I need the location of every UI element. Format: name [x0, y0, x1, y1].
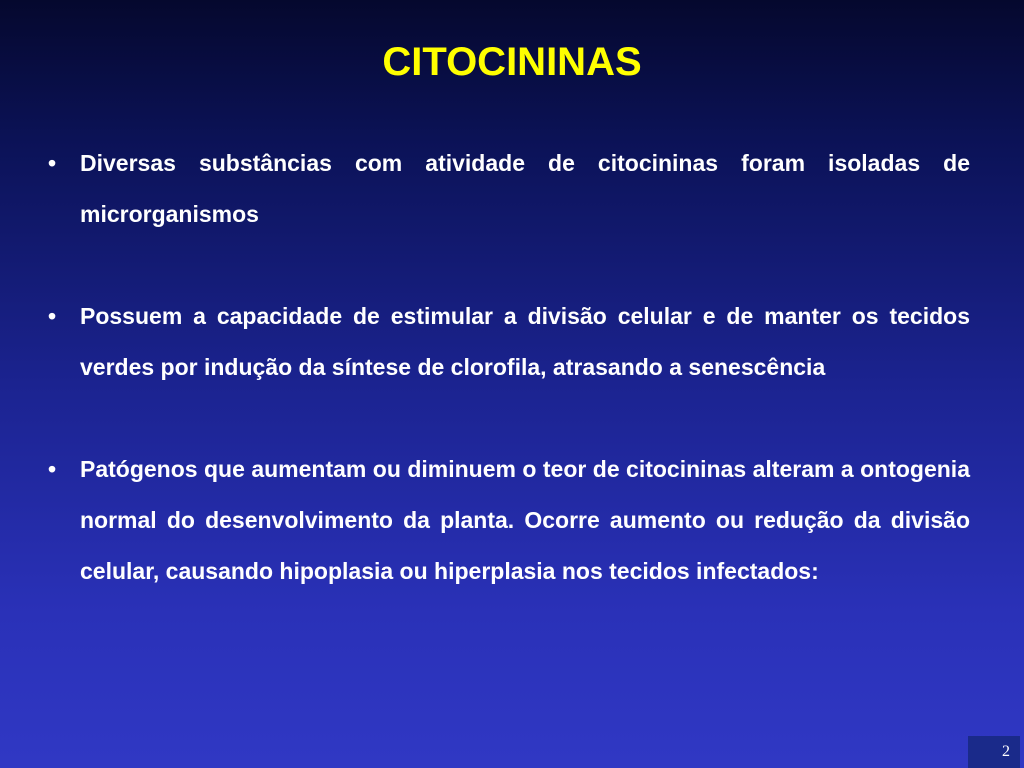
bullet-text: Possuem a capacidade de estimular a divisão celular e de manter os tecidos verdes por indução da síntese de clorofila, atrasando a senescência: [80, 303, 970, 380]
page-number: 2: [968, 736, 1020, 768]
slide-title: CITOCININAS: [382, 40, 642, 84]
bullet-icon: •: [48, 150, 57, 176]
bullet-icon: •: [48, 456, 57, 482]
bullet-list: [48, 138, 970, 597]
bullet-item: [48, 138, 970, 240]
bullet-icon: •: [48, 303, 57, 329]
bullet-text: Patógenos que aumentam ou diminuem o teor de citocininas alteram a ontogenia normal do desenvolvimento da planta. Ocorre aumento ou redução da divisão celular, causando hipoplasia ou hiperplasia nos tecidos infectados:: [80, 456, 970, 584]
bullet-item: [48, 444, 970, 597]
bullet-text: Diversas substâncias com atividade de citocininas foram isoladas de microrganismos: [80, 150, 970, 227]
bullet-item: [48, 291, 970, 393]
